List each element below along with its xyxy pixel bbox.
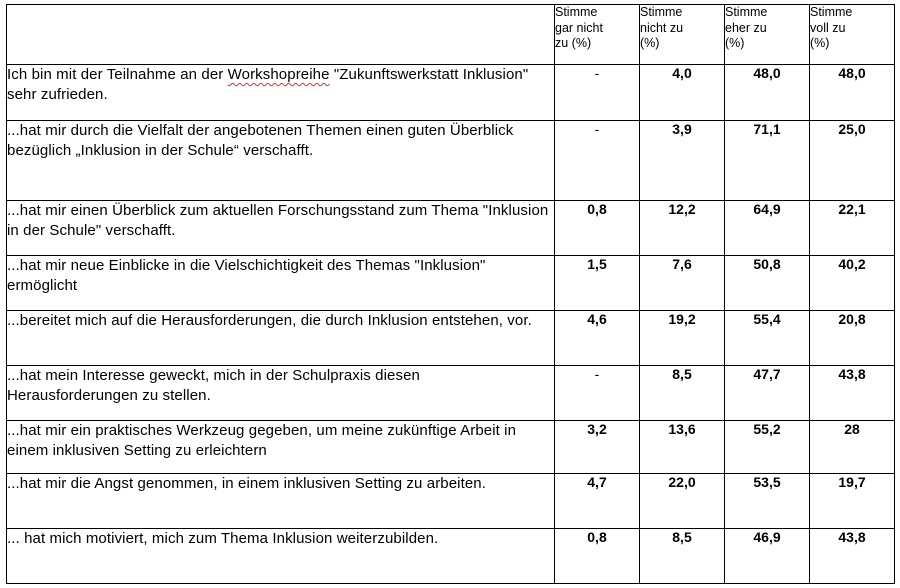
value-nicht-zu: 8,5	[640, 529, 725, 584]
survey-results-table	[6, 4, 895, 584]
statement-cell: ...bereitet mich auf die Herausforderungen, die durch Inklusion entstehen, vor.	[7, 311, 555, 366]
value-gar-nicht-zu: 4,7	[555, 474, 640, 529]
table-row	[7, 421, 895, 474]
value-eher-zu: 55,4	[725, 311, 810, 366]
value-voll-zu: 43,8	[810, 366, 895, 421]
table-row	[7, 311, 895, 366]
value-nicht-zu: 3,9	[640, 121, 725, 201]
value-voll-zu: 22,1	[810, 201, 895, 256]
value-voll-zu: 40,2	[810, 256, 895, 311]
table-row	[7, 256, 895, 311]
spellcheck-marked-word: Workshopreihe	[227, 66, 330, 83]
statement-cell: ... hat mich motiviert, mich zum Thema Inklusion weiterzubilden.	[7, 529, 555, 584]
table-header-row	[7, 5, 895, 65]
value-eher-zu: 53,5	[725, 474, 810, 529]
value-nicht-zu: 7,6	[640, 256, 725, 311]
header-eher-zu: Stimme eher zu (%)	[725, 5, 810, 65]
table-row	[7, 121, 895, 201]
value-nicht-zu: 13,6	[640, 421, 725, 474]
value-voll-zu: 48,0	[810, 65, 895, 121]
statement-cell: ...hat mir ein praktisches Werkzeug gegeben, um meine zukünftige Arbeit in einem inklusiven Setting zu erleichtern	[7, 421, 555, 474]
value-gar-nicht-zu: -	[555, 65, 640, 121]
value-nicht-zu: 19,2	[640, 311, 725, 366]
header-voll-zu: Stimme voll zu (%)	[810, 5, 895, 65]
value-gar-nicht-zu: 4,6	[555, 311, 640, 366]
statement-cell: Ich bin mit der Teilnahme an der Workshopreihe "Zukunftswerkstatt Inklusion" sehr zufrieden.	[7, 65, 555, 121]
statement-cell: ...hat mir einen Überblick zum aktuellen Forschungsstand zum Thema "Inklusion in der Schule" verschafft.	[7, 201, 555, 256]
header-nicht-zu: Stimme nicht zu (%)	[640, 5, 725, 65]
value-eher-zu: 55,2	[725, 421, 810, 474]
value-gar-nicht-zu: -	[555, 121, 640, 201]
table-row	[7, 366, 895, 421]
table-row	[7, 201, 895, 256]
value-voll-zu: 43,8	[810, 529, 895, 584]
value-eher-zu: 46,9	[725, 529, 810, 584]
table-row	[7, 474, 895, 529]
table-row	[7, 529, 895, 584]
header-statement	[7, 5, 555, 65]
value-gar-nicht-zu: 1,5	[555, 256, 640, 311]
value-nicht-zu: 4,0	[640, 65, 725, 121]
value-eher-zu: 48,0	[725, 65, 810, 121]
value-nicht-zu: 12,2	[640, 201, 725, 256]
value-voll-zu: 28	[810, 421, 895, 474]
value-voll-zu: 25,0	[810, 121, 895, 201]
table-row	[7, 65, 895, 121]
header-gar-nicht-zu: Stimme gar nicht zu (%)	[555, 5, 640, 65]
statement-cell: ...hat mir die Angst genommen, in einem inklusiven Setting zu arbeiten.	[7, 474, 555, 529]
value-voll-zu: 20,8	[810, 311, 895, 366]
value-nicht-zu: 8,5	[640, 366, 725, 421]
statement-cell: ...hat mir durch die Vielfalt der angebotenen Themen einen guten Überblick bezüglich „Inklusion in der Schule“ verschafft.	[7, 121, 555, 201]
value-eher-zu: 47,7	[725, 366, 810, 421]
value-gar-nicht-zu: 0,8	[555, 201, 640, 256]
value-gar-nicht-zu: 3,2	[555, 421, 640, 474]
value-voll-zu: 19,7	[810, 474, 895, 529]
value-eher-zu: 50,8	[725, 256, 810, 311]
value-gar-nicht-zu: -	[555, 366, 640, 421]
value-nicht-zu: 22,0	[640, 474, 725, 529]
statement-cell: ...hat mein Interesse geweckt, mich in der Schulpraxis diesen Herausforderungen zu stellen.	[7, 366, 555, 421]
value-eher-zu: 71,1	[725, 121, 810, 201]
value-eher-zu: 64,9	[725, 201, 810, 256]
statement-cell: ...hat mir neue Einblicke in die Vielschichtigkeit des Themas "Inklusion" ermöglicht	[7, 256, 555, 311]
value-gar-nicht-zu: 0,8	[555, 529, 640, 584]
